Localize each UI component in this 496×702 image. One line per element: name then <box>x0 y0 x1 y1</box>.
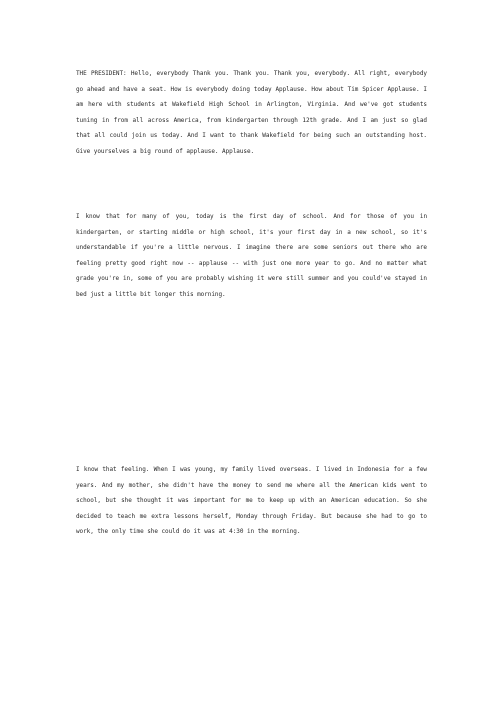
speech-paragraph-2: I know that for many of you, today is the first day of school. And for those of you in kindergarten, or starting middle or high school, it's your first day in a new school, so it's understandable if you're a little nervous. I imagine there are some seniors out there who are feeling pretty good right now -- applause -- with just one more year to go. And no matter what grade you're in, some of you are probably wishing it were still summer and you could've stayed in bed just a little bit longer this morning. <box>76 213 427 298</box>
speech-paragraph-1: THE PRESIDENT: Hello, everybody Thank you. Thank you. Thank you, everybody. All right, everybody go ahead and have a seat. How is everybody doing today Applause. How about Tim Spicer Applause. I am here with students at Wakefield High School in Arlington, Virginia. And we've got students tuning in from all across America, from kindergarten through 12th grade. And I am just so glad that all could join us today. And I want to thank Wakefield for being such an outstanding host. Give yourselves a big round of applause. Applause. <box>76 70 427 155</box>
speech-paragraph-3: I know that feeling. When I was young, my family lived overseas. I lived in Indonesia for a few years. And my mother, she didn't have the money to send me where all the American kids went to school, but she thought it was important for me to keep up with an American education. So she decided to teach me extra lessons herself, Monday through Friday. But because she had to go to work, the only time she could do it was at 4:30 in the morning. <box>76 466 427 535</box>
